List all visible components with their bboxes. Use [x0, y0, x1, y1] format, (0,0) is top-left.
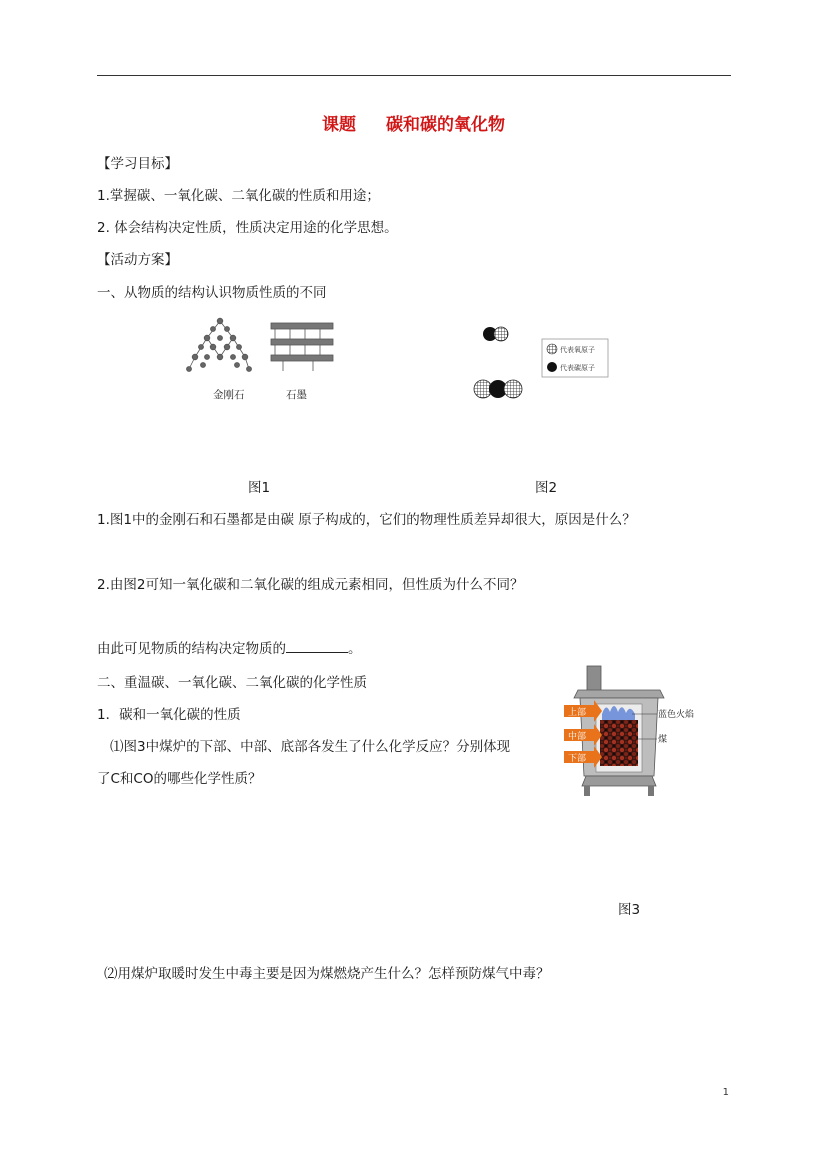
coal-label: 煤	[658, 735, 668, 745]
question-3-line2: 了C和CO的哪些化学性质？	[97, 771, 262, 787]
graphite-label: 石墨	[286, 389, 307, 401]
stove-pipe	[587, 666, 601, 692]
conclusion-line	[97, 637, 362, 657]
figure3-caption: 图3	[618, 902, 641, 918]
flame-label: 蓝色火焰	[658, 710, 695, 720]
subsection-1: 1．碳和一氧化碳的性质	[97, 707, 241, 723]
carbon-dioxide-model-icon	[474, 380, 522, 398]
objectives-heading: 【学习目标】	[97, 156, 178, 172]
title-main: 碳和碳的氧化物	[386, 115, 505, 135]
conclusion-text: 由此可见物质的结构决定物质的	[97, 641, 286, 657]
figure1-caption: 图1	[248, 480, 271, 496]
header-rule	[97, 75, 731, 76]
graphite-structure-icon	[271, 323, 333, 371]
question-4: ⑵用煤炉取暖时发生中毒主要是因为煤燃烧产生什么？怎样预防煤气中毒？	[104, 966, 550, 982]
page-number: 1	[722, 1087, 729, 1098]
figure3-coal-stove	[560, 664, 720, 798]
section1-heading: 一、从物质的结构认识物质性质的不同	[97, 285, 327, 301]
objective-1: 1.掌握碳、一氧化碳、二氧化碳的性质和用途；	[97, 188, 380, 204]
activity-heading: 【活动方案】	[97, 252, 178, 268]
legend-oxygen-label: 代表氧原子	[560, 346, 595, 354]
answer-blank[interactable]	[286, 640, 348, 653]
upper-label: 上部	[568, 708, 587, 718]
page-title	[0, 110, 827, 135]
carbon-monoxide-model-icon	[483, 327, 508, 341]
objective-2: 2. 体会结构决定性质，性质决定用途的化学思想。	[97, 220, 398, 236]
figure2-caption: 图2	[535, 480, 558, 496]
section2-heading: 二、重温碳、一氧化碳、二氧化碳的化学性质	[97, 675, 367, 691]
legend-carbon-label: 代表碳原子	[560, 364, 595, 372]
middle-label: 中部	[568, 732, 587, 742]
diamond-label: 金刚石	[213, 389, 245, 401]
conclusion-end: 。	[348, 641, 362, 657]
question-2: 2.由图2可知一氧化碳和二氧化碳的组成元素相同，但性质为什么不同？	[97, 577, 524, 593]
figure2-molecules	[468, 322, 613, 404]
question-1: 1.图1中的金刚石和石墨都是由碳 原子构成的，它们的物理性质差异却很大，原因是什么？	[97, 512, 636, 528]
oxygen-atom-icon	[547, 344, 557, 354]
figure1-structures	[185, 313, 345, 405]
question-3-line1: ⑴图3中煤炉的下部、中部、底部各发生了什么化学反应？分别体现	[110, 739, 511, 755]
diamond-structure-icon	[187, 318, 252, 371]
title-prefix: 课题	[322, 115, 356, 135]
coal-bed	[600, 720, 638, 766]
carbon-atom-icon	[547, 362, 557, 372]
stove-top	[574, 690, 664, 698]
lower-label: 下部	[568, 754, 587, 764]
legend-box	[542, 339, 608, 377]
